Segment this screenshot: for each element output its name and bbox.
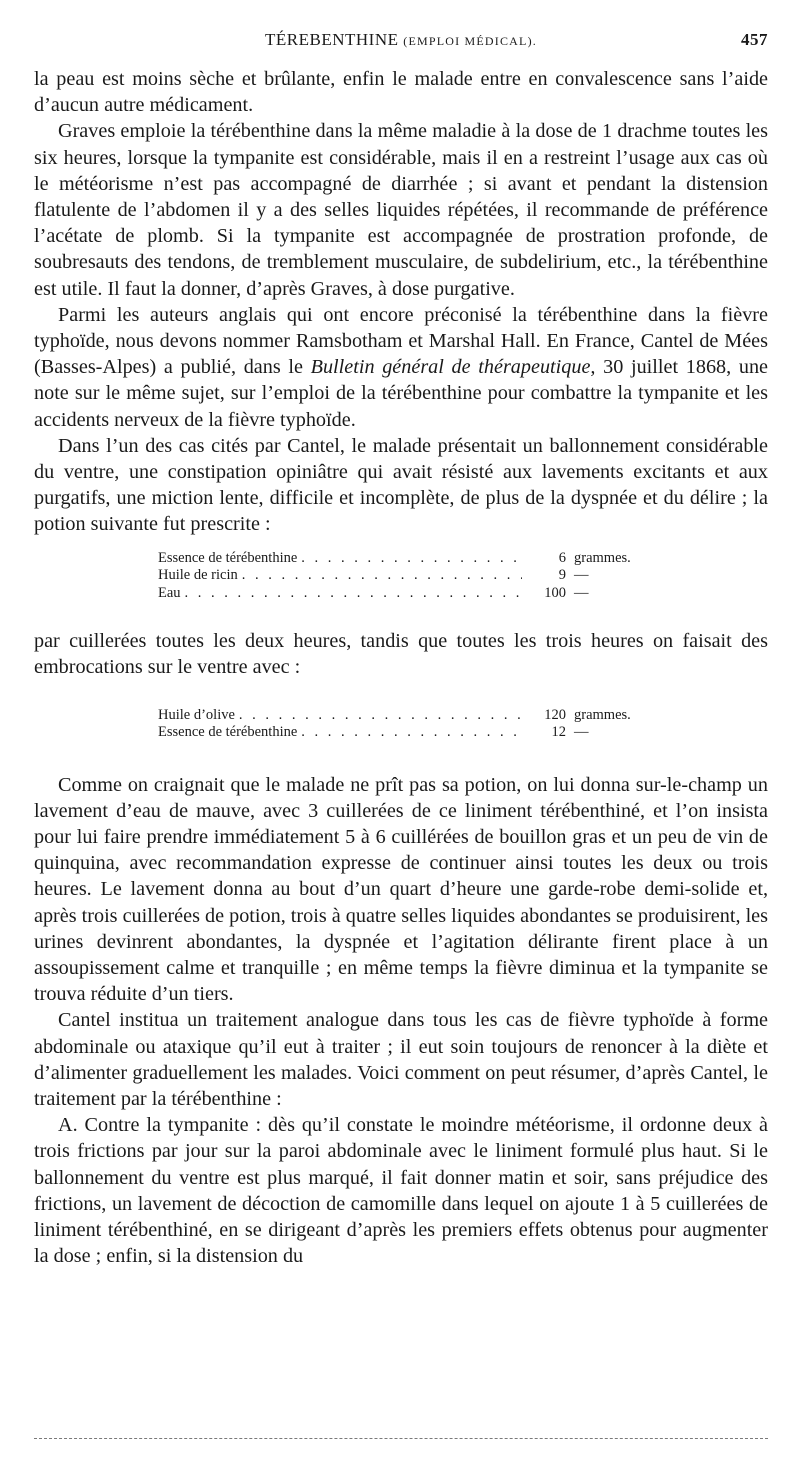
leader-dots xyxy=(301,550,522,568)
ingredient-name: Essence de térébenthine xyxy=(158,724,298,741)
recipe-row xyxy=(158,707,658,725)
paragraph-1: la peau est moins sèche et brûlante, enfin le malade entre en convalescence sans l’aide d’aucun autre médicament. xyxy=(34,68,768,117)
ingredient-unit: — xyxy=(574,724,589,741)
ingredient-unit: grammes. xyxy=(574,706,631,723)
journal-title: Bulletin général de thérapeutique, xyxy=(310,356,596,379)
ingredient-unit: — xyxy=(574,584,589,601)
recipe-row xyxy=(158,585,658,603)
leader-dots xyxy=(239,707,522,725)
ingredient-name: Huile de ricin xyxy=(158,567,238,584)
paragraph-8: A. Contre la tympanite : dès qu’il constate le moindre météorisme, il ordonne deux à trois frictions par jour sur la paroi abdominale avec le liniment formulé plus haut. Si le ballonnement du ventre est plus marqué, il fait donner matin et soir, sans préjudice des frictions, un lavement de décoction de camomille dans lequel on ajoute 1 à 5 cuillerées de liniment térébenthiné, en se dirigeant d’après les premiers effets obtenus pour augmenter la dose ; enfin, si la distension du xyxy=(34,1114,768,1268)
running-head-subtitle: (EMPLOI MÉDICAL). xyxy=(403,34,537,48)
paragraph-4: Dans l’un des cas cités par Cantel, le malade présentait un ballonnement considérable du ventre, une constipation opiniâtre qui avait résisté aux lavements excitants et aux purgatifs, une miction lente, difficile et incomplète, de plus de la dyspnée et du délire ; la potion suivante fut prescrite : xyxy=(34,434,768,536)
page-body xyxy=(34,66,768,1269)
leader-dots xyxy=(185,585,522,603)
recipe-row xyxy=(158,567,658,585)
paragraph-7: Cantel institua un traitement analogue dans tous les cas de fièvre typhoïde à forme abdominale ou ataxique qu’il eut à traiter ; il eut soin toujours de renoncer à la diète et d’alimenter graduellement les malades. Voici comment on peut résumer, d’après Cantel, le traitement par la térébenthine : xyxy=(34,1009,768,1110)
leader-dots xyxy=(301,724,522,742)
page-number: 457 xyxy=(741,30,768,49)
ingredient-name: Eau xyxy=(158,584,181,601)
leader-dots xyxy=(242,567,522,585)
bottom-rule xyxy=(34,1438,768,1439)
recipe-row xyxy=(158,724,658,742)
ingredient-name: Huile d’olive xyxy=(158,706,235,723)
ingredient-unit: — xyxy=(574,567,589,584)
ingredient-quantity: 6 xyxy=(558,549,566,566)
paragraph-3-text-b: 30 juillet 1868, une note sur le même sujet, sur l’emploi de la térébenthine pour combattre la tympanite et les accidents nerveux de la fièvre typhoïde. xyxy=(34,356,768,431)
ingredient-quantity: 12 xyxy=(551,724,566,741)
paragraph-3-text-a: Parmi les auteurs anglais qui ont encore préconisé la térébenthine dans la fièvre typhoïde, nous devons nommer Ramsbotham et Marshal Hall. En France, Cantel de Mées (Basses-Alpes) a publié, dans le xyxy=(34,303,768,379)
ingredient-unit: grammes. xyxy=(574,549,631,566)
running-head-title xyxy=(34,30,768,50)
running-head-main-title: TÉREBENTHINE xyxy=(265,30,399,49)
recipe-potion xyxy=(158,550,658,603)
running-head xyxy=(34,30,768,56)
ingredient-quantity: 120 xyxy=(544,706,566,723)
ingredient-name: Essence de térébenthine xyxy=(158,549,298,566)
recipe-embrocation xyxy=(158,707,658,742)
paragraph-3 xyxy=(34,302,768,433)
ingredient-quantity: 9 xyxy=(558,567,566,584)
paragraph-5: par cuillerées toutes les deux heures, tandis que toutes les trois heures on faisait des embrocations sur le ventre avec : xyxy=(34,630,768,679)
ingredient-quantity: 100 xyxy=(544,584,566,601)
paragraph-2: Graves emploie la térébenthine dans la même maladie à la dose de 1 drachme toutes les six heures, lorsque la tympanite est considérable, mais il en a restreint l’usage aux cas où le météorisme n’est pas accompagné de diarrhée ; si avant et pendant la distension flatulente de l’abdomen il y a des selles liquides répétées, il recommande de préférence l’acétate de plomb. Si la tympanite est accompagnée de prostration profonde, de soubresauts des tendons, de tremblement musculaire, de subdelirium, etc., la térébenthine est utile. Il faut la donner, d’après Graves, à dose purgative. xyxy=(34,120,768,300)
paragraph-6: Comme on craignait que le malade ne prît pas sa potion, on lui donna sur-le-champ un lavement d’eau de mauve, avec 3 cuillerées de ce liniment térébenthiné, et l’on insista pour lui faire prendre immédiatement 5 à 6 cuillérées de bouillon gras et un peu de vin de quinquina, avec recommandation expresse de continuer ainsi toutes les deux ou trois heures. Le lavement donna au bout d’un quart d’heure une garde-robe demi-solide et, après trois cuillerées de potion, trois à quatre selles liquides abondantes se produisirent, les urines devinrent abondantes, la dyspnée et l’agitation délirante firent place à un assoupissement calme et tranquille ; en même temps la fièvre diminua et la tympanite se trouva réduite d’un tiers. xyxy=(34,773,768,1006)
recipe-row xyxy=(158,550,658,568)
